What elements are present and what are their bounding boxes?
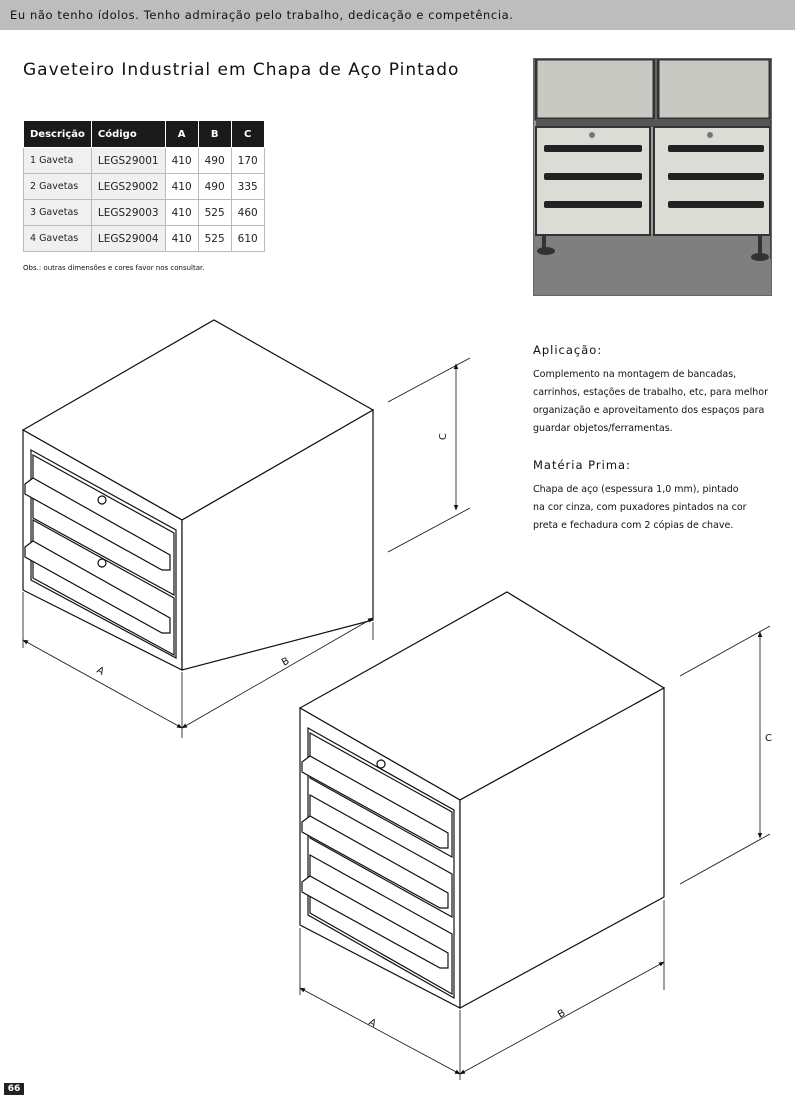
- dimension-a-label: A: [94, 664, 106, 678]
- cell-a: 410: [165, 148, 198, 174]
- cell-code: LEGS29002: [91, 174, 165, 200]
- cell-description: 4 Gavetas: [24, 226, 92, 252]
- cell-b: 490: [198, 174, 231, 200]
- column-header-b: B: [198, 121, 231, 148]
- cell-c: 610: [231, 226, 264, 252]
- aplicacao-line: guardar objetos/ferramentas.: [533, 423, 673, 434]
- cell-a: 410: [165, 226, 198, 252]
- cell-c: 460: [231, 200, 264, 226]
- dimension-c-label: C: [438, 433, 449, 440]
- column-header-a: A: [165, 121, 198, 148]
- column-header-code: Código: [91, 121, 165, 148]
- aplicacao-line: carrinhos, estações de trabalho, etc, para melhor: [533, 387, 768, 398]
- dimension-b-label: B: [556, 1007, 568, 1021]
- materia-prima-line: na cor cinza, com puxadores pintados na cor: [533, 502, 747, 513]
- cell-code: LEGS29003: [91, 200, 165, 226]
- cell-description: 2 Gavetas: [24, 174, 92, 200]
- cell-description: 3 Gavetas: [24, 200, 92, 226]
- cell-code: LEGS29001: [91, 148, 165, 174]
- cell-c: 170: [231, 148, 264, 174]
- page-number: 66: [4, 1083, 24, 1095]
- dimension-a-label: A: [366, 1016, 378, 1030]
- materia-prima-title: Matéria Prima:: [533, 458, 631, 472]
- materia-prima-line: preta e fechadura com 2 cópias de chave.: [533, 520, 734, 531]
- page-title: Gaveteiro Industrial em Chapa de Aço Pintado: [23, 60, 460, 80]
- dimension-c-label: C: [765, 733, 772, 744]
- aplicacao-title: Aplicação:: [533, 343, 603, 357]
- column-header-description: Descrição: [24, 121, 92, 148]
- drawing-three-drawers: [300, 592, 770, 1080]
- cell-a: 410: [165, 174, 198, 200]
- column-header-c: C: [231, 121, 264, 148]
- cell-b: 490: [198, 148, 231, 174]
- cell-code: LEGS29004: [91, 226, 165, 252]
- cell-b: 525: [198, 226, 231, 252]
- aplicacao-line: Complemento na montagem de bancadas,: [533, 369, 737, 380]
- cell-c: 335: [231, 174, 264, 200]
- dimension-b-label: B: [280, 655, 292, 669]
- table-note: Obs.: outras dimensões e cores favor nos consultar.: [23, 264, 205, 272]
- cell-a: 410: [165, 200, 198, 226]
- aplicacao-line: organização e aproveitamento dos espaços para: [533, 405, 765, 416]
- cell-b: 525: [198, 200, 231, 226]
- cell-description: 1 Gaveta: [24, 148, 92, 174]
- dimension-a-line: [300, 988, 460, 1074]
- header-quote: Eu não tenho ídolos. Tenho admiração pelo trabalho, dedicação e competência.: [10, 8, 514, 22]
- materia-prima-line: Chapa de aço (espessura 1,0 mm), pintado: [533, 484, 739, 495]
